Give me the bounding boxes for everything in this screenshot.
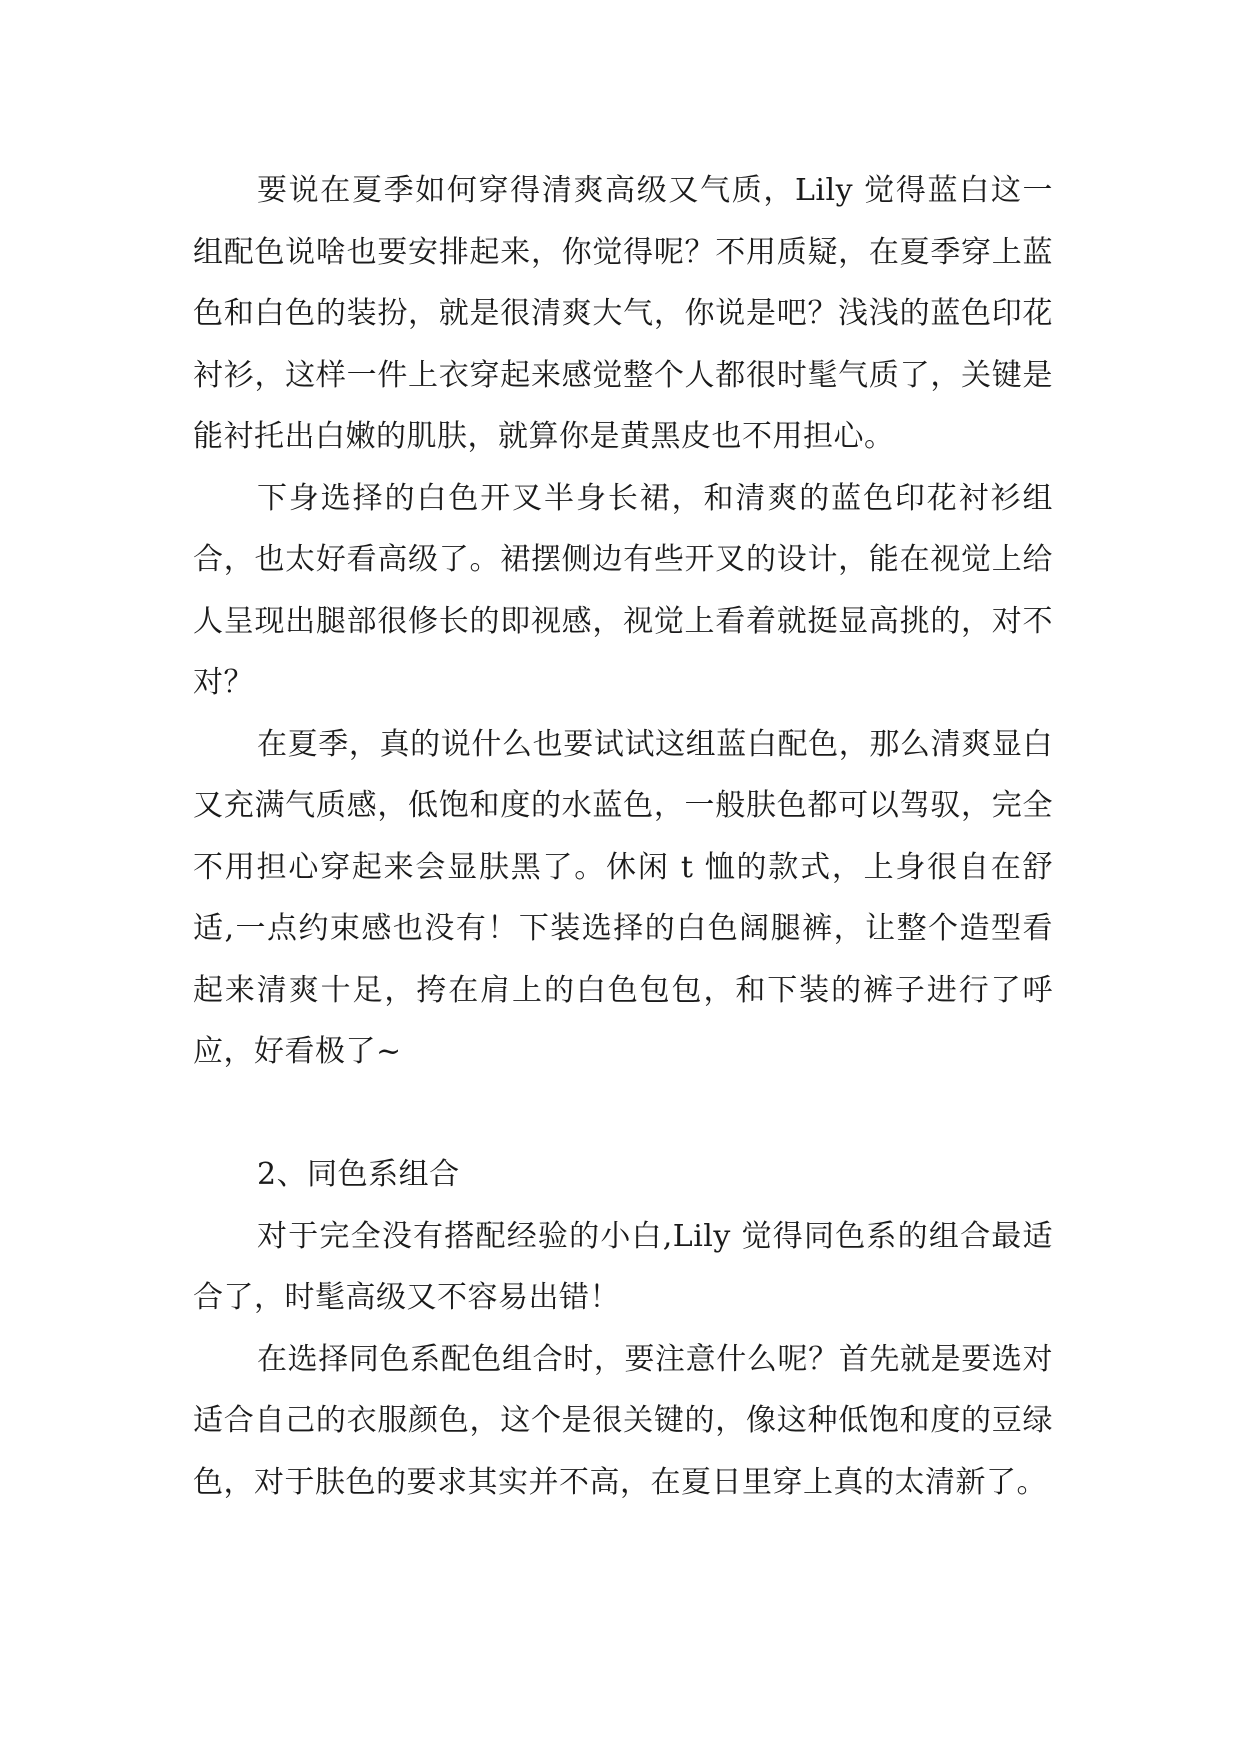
article-body	[193, 160, 1053, 1513]
section-heading-same-color: 2、同色系组合	[257, 1157, 460, 1192]
paragraph-beginner-same-color: 对于完全没有搭配经验的小白,Lily 觉得同色系的组合最适合了，时髦高级又不容易出错！	[193, 1218, 1053, 1315]
paragraph-summer-blue-white: 在夏季，真的说什么也要试试这组蓝白配色，那么清爽显白又充满气质感，低饱和度的水蓝色，一般肤色都可以驾驭，完全不用担心穿起来会显肤黑了。休闲 t 恤的款式，上身很自在舒适,一点约束感也没有！下装选择的白色阔腿裤，让整个造型看起来清爽十足，挎在肩上的白色包包，和下装的裤子进行了呼应，好看极了~	[193, 726, 1053, 1069]
blank-line	[193, 1083, 1053, 1145]
paragraph-blue-white-intro: 要说在夏季如何穿得清爽高级又气质，Lily 觉得蓝白这一组配色说啥也要安排起来，你觉得呢？不用质疑，在夏季穿上蓝色和白色的装扮，就是很清爽大气，你说是吧？浅浅的蓝色印花衬衫，这样一件上衣穿起来感觉整个人都很时髦气质了，关键是能衬托出白嫩的肌肤，就算你是黄黑皮也不用担心。	[193, 173, 1053, 454]
paragraph-choose-color: 在选择同色系配色组合时，要注意什么呢？首先就是要选对适合自己的衣服颜色，这个是很关键的，像这种低饱和度的豆绿色，对于肤色的要求其实并不高，在夏日里穿上真的太清新了。	[193, 1341, 1053, 1500]
paragraph-white-skirt: 下身选择的白色开叉半身长裙，和清爽的蓝色印花衬衫组合，也太好看高级了。裙摆侧边有些开叉的设计，能在视觉上给人呈现出腿部很修长的即视感，视觉上看着就挺显高挑的，对不对？	[193, 480, 1053, 700]
